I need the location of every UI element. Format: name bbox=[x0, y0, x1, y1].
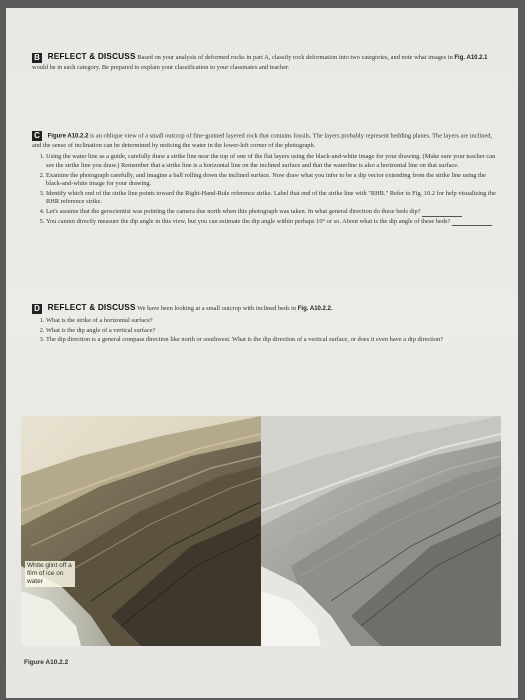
answer-blank[interactable] bbox=[452, 219, 492, 226]
section-b-text-end: would be in each category. Be prepared to explain your classification to your classmates and teacher. bbox=[32, 64, 290, 71]
color-photo bbox=[21, 416, 261, 646]
figure-caption: Figure A10.2.2 bbox=[24, 659, 69, 666]
bw-photo[interactable] bbox=[261, 416, 501, 646]
section-d-text: We have been looking at a small outcrop with inclined beds in bbox=[137, 305, 297, 312]
section-c-badge: C bbox=[32, 131, 42, 141]
outcrop-photographs bbox=[21, 416, 501, 646]
list-item: 2. Examine the photograph carefully, and imagine a ball rolling down the inclined surface. Now draw what you infer to be a dip vector extending from the strike line using the black-and-white image for your drawing. bbox=[46, 172, 502, 189]
section-c-list bbox=[32, 153, 502, 226]
list-item: 1. Using the water line as a guide, carefully draw a strike line near the top of one of the flat layers using the black-and-white image for your drawing. (Make sure your teacher can see the strike line you draw.) Remember that a strike line is a horizontal line on the inclined surface and that the waterline is also a horizontal line on that surface. bbox=[46, 153, 502, 170]
ice-glint-annotation: White glint off a film of ice on water bbox=[25, 561, 75, 587]
section-c-intro: is an oblique view of a small outcrop of fine-grained layered rock that contains fossils. The layers probably represent bedding planes. The layers are inclined, and the sense of inclination can be determined by noticing the water in the lower-left corner of the photograph. bbox=[32, 132, 493, 150]
list-item: 2. What is the dip angle of a vertical surface? bbox=[46, 327, 502, 336]
section-c bbox=[32, 131, 502, 227]
list-item: 3. Identify which end of the strike line points toward the Right-Hand-Rule reference strike. Label that end of the strike line with "RHR." Refer to Fig. 10.2 for help visualizing the RHR reference strike. bbox=[46, 190, 502, 207]
answer-blank[interactable] bbox=[422, 210, 462, 217]
textbook-page bbox=[6, 8, 518, 698]
section-c-fig-ref: Figure A10.2.2 bbox=[47, 133, 89, 140]
section-d-fig-ref: Fig. A10.2.2. bbox=[297, 306, 333, 312]
section-d-heading: REFLECT & DISCUSS bbox=[47, 303, 136, 312]
section-b-heading: REFLECT & DISCUSS bbox=[47, 52, 136, 61]
list-item: 4. Let's assume that the geoscientist was pointing the camera due north when this photograph was taken. In what general direction do these beds dip? bbox=[46, 208, 502, 217]
section-d-list bbox=[32, 317, 502, 345]
section-b-badge: B bbox=[32, 53, 42, 63]
section-b-fig-ref: Fig. A10.2.1 bbox=[454, 55, 488, 61]
list-item: 1. What is the strike of a horizontal surface? bbox=[46, 317, 502, 326]
list-item: 5. You cannot directly measure the dip angle in this view, but you can estimate the dip angle within perhaps 10° or so. About what is the dip angle of these beds? bbox=[46, 218, 502, 227]
section-d bbox=[32, 303, 502, 346]
section-b bbox=[32, 52, 502, 72]
section-d-badge: D bbox=[32, 304, 42, 314]
section-b-text: Based on your analysis of deformed rocks in part A, classify rock deformation into two categories, and note what images in bbox=[137, 54, 453, 61]
list-item: 3. The dip direction is a general compass direction like north or southwest. What is the dip direction of a vertical surface, or does it even have a dip direction? bbox=[46, 336, 502, 345]
bw-outcrop-image bbox=[261, 416, 501, 646]
color-outcrop-image bbox=[21, 416, 261, 646]
